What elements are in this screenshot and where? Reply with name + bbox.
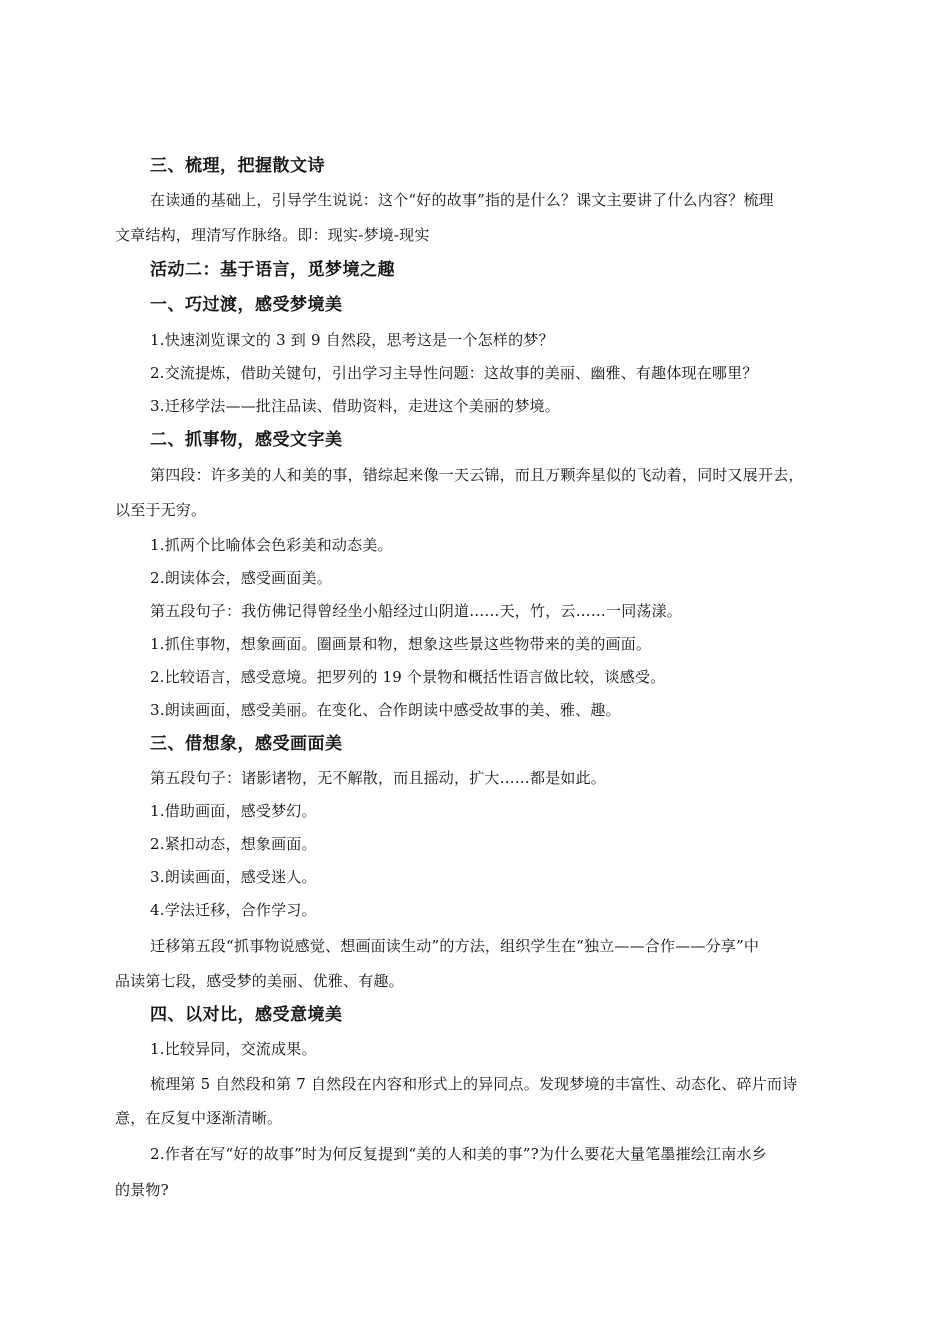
list-item: 3.朗读画面，感受美丽。在变化、合作朗读中感受故事的美、雅、趣。: [150, 701, 621, 719]
paragraph-line: 第四段：许多美的人和美的事，错综起来像一天云锦，而且万颗奔星似的飞动着，同时又展开去，: [150, 466, 804, 484]
list-item: 1.借助画面，感受梦幻。: [150, 802, 317, 820]
paragraph-line: 在读通的基础上，引导学生说说：这个“好的故事”指的是什么？课文主要讲了什么内容？梳理: [150, 191, 774, 209]
list-item: 4.学法迁移，合作学习。: [150, 901, 317, 919]
paragraph-line: 第五段句子：诸影诸物，无不解散，而且摇动，扩大……都是如此。: [150, 769, 607, 787]
activity-heading: 活动二：基于语言，觅梦境之趣: [150, 260, 395, 280]
list-item: 1.比较异同，交流成果。: [150, 1040, 317, 1058]
list-item: 1.抓两个比喻体会色彩美和动态美。: [150, 536, 393, 554]
list-item: 3.迁移学法——批注品读、借助资料，走进这个美丽的梦境。: [150, 397, 560, 415]
paragraph-line: 文章结构，理清写作脉络。即：现实-梦境-现实: [115, 226, 430, 244]
list-item: 1.快速浏览课文的 3 到 9 自然段，思考这是一个怎样的梦？: [150, 331, 554, 349]
section-heading: 三、梳理，把握散文诗: [150, 156, 325, 176]
paragraph-line: 的景物?: [115, 1181, 169, 1199]
section-heading: 三、借想象，感受画面美: [150, 734, 343, 754]
list-item: 2.朗读体会，感受画面美。: [150, 569, 332, 587]
paragraph-line: 意，在反复中逐渐清晰。: [115, 1109, 283, 1127]
paragraph-line: 2.作者在写“好的故事”时为何反复提到“美的人和美的事”?为什么要花大量笔墨摧绘江南水乡: [150, 1145, 767, 1163]
list-item: 2.比较语言，感受意境。把罗列的 19 个景物和概括性语言做比较，谈感受。: [150, 668, 666, 686]
section-heading: 四、以对比，感受意境美: [150, 1005, 343, 1025]
list-item: 1.抓住事物，想象画面。圈画景和物，想象这些景这些物带来的美的画面。: [150, 635, 652, 653]
paragraph-line: 梳理第 5 自然段和第 7 自然段在内容和形式上的异同点。发现梦境的丰富性、动态化、碎片而诗: [150, 1075, 798, 1093]
list-item: 3.朗读画面，感受迷人。: [150, 868, 317, 886]
paragraph-line: 品读第七段，感受梦的美丽、优雅、有趣。: [115, 972, 404, 990]
paragraph-line: 迁移第五段“抓事物说感觉、想画面读生动”的方法，组织学生在“独立——合作——分享”中: [150, 937, 760, 955]
paragraph-line: 以至于无穷。: [115, 501, 207, 519]
section-heading: 一、巧过渡，感受梦境美: [150, 295, 343, 315]
section-heading: 二、抓事物，感受文字美: [150, 430, 343, 450]
paragraph-line: 第五段句子：我仿佛记得曾经坐小船经过山阴道……天，竹，云……一同荡漾。: [150, 602, 683, 620]
list-item: 2.紧扣动态，想象画面。: [150, 835, 317, 853]
list-item: 2.交流提炼，借助关键句，引出学习主导性问题：这故事的美丽、幽雅、有趣体现在哪里？: [150, 364, 758, 382]
